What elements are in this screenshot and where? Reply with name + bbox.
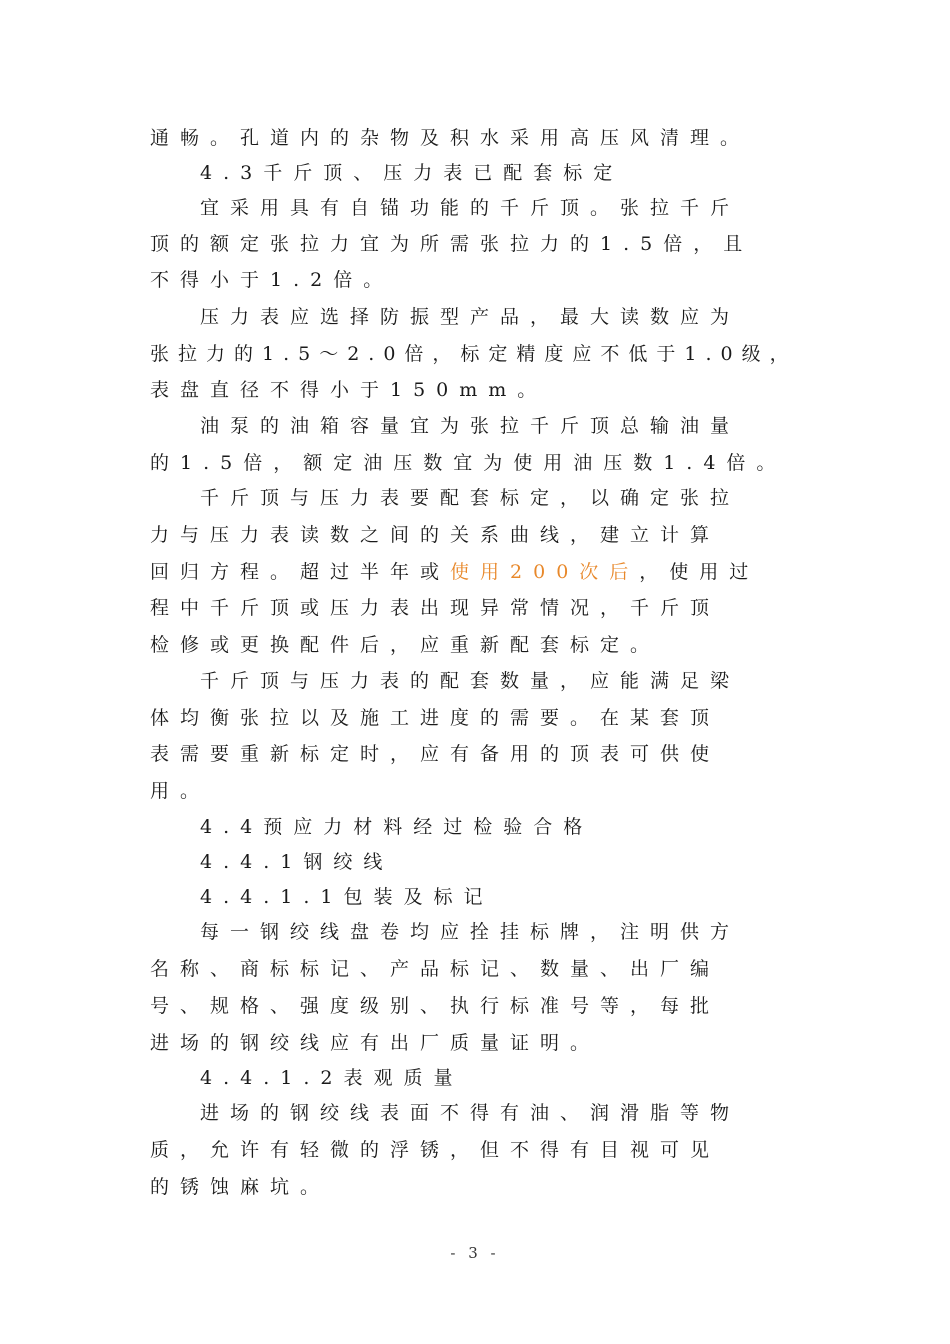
text-line: 每一钢绞线盘卷均应拴挂标牌，注明供方 <box>200 921 741 943</box>
text-line: 表需要重新标定时，应有备用的顶表可供使 <box>150 743 721 765</box>
text-line: 体均衡张拉以及施工进度的需要。在某套顶 <box>150 707 721 729</box>
section-heading: 4.4.1.1包装及标记 <box>200 886 494 908</box>
text-line: 检修或更换配件后，应重新配套标定。 <box>150 634 661 656</box>
text-line: 进场的钢绞线表面不得有油、润滑脂等物 <box>200 1102 741 1124</box>
text-line: 宜采用具有自锚功能的千斤顶。张拉千斤 <box>200 197 741 219</box>
text-line: 压力表应选择防振型产品，最大读数应为 <box>200 306 741 328</box>
text-line: 的锈蚀麻坑。 <box>150 1176 331 1198</box>
section-heading: 4.4.1.2表观质量 <box>200 1067 464 1089</box>
text-line: 顶的额定张拉力宜为所需张拉力的1.5倍，且 <box>150 233 754 255</box>
text-segment: 回归方程。超过半年或 <box>150 561 451 583</box>
text-line: 号、规格、强度级别、执行标准号等，每批 <box>150 995 721 1017</box>
text-line-highlighted <box>150 560 800 584</box>
text-line: 用。 <box>150 780 211 802</box>
text-line: 张拉力的1.5～2.0倍，标定精度应不低于1.0级， <box>150 343 798 365</box>
text-line: 千斤顶与压力表的配套数量，应能满足梁 <box>200 670 741 692</box>
highlighted-text: 使用200次后 <box>450 561 640 583</box>
text-line: 表盘直径不得小于150mm。 <box>150 379 548 401</box>
section-heading: 4.4.1钢绞线 <box>200 851 394 873</box>
text-line: 名称、商标标记、产品标记、数量、出厂编 <box>150 958 721 980</box>
text-line: 力与压力表读数之间的关系曲线，建立计算 <box>150 524 721 546</box>
text-line: 程中千斤顶或压力表出现异常情况，千斤顶 <box>150 597 721 619</box>
text-line: 进场的钢绞线应有出厂质量证明。 <box>150 1032 601 1054</box>
section-heading: 4.4预应力材料经过检验合格 <box>200 816 594 838</box>
text-line: 油泵的油箱容量宜为张拉千斤顶总输油量 <box>200 415 741 437</box>
text-line: 不得小于1.2倍。 <box>150 269 394 291</box>
page-number: - 3 - <box>450 1244 500 1262</box>
section-heading: 4.3千斤顶、压力表已配套标定 <box>200 162 624 184</box>
text-line: 通畅。孔道内的杂物及积水采用高压风清理。 <box>150 127 751 149</box>
text-segment: ，使用过 <box>639 561 760 583</box>
text-line: 千斤顶与压力表要配套标定，以确定张拉 <box>200 487 741 509</box>
text-line: 的1.5倍，额定油压数宜为使用油压数1.4倍。 <box>150 452 787 474</box>
text-line: 质，允许有轻微的浮锈，但不得有目视可见 <box>150 1139 721 1161</box>
